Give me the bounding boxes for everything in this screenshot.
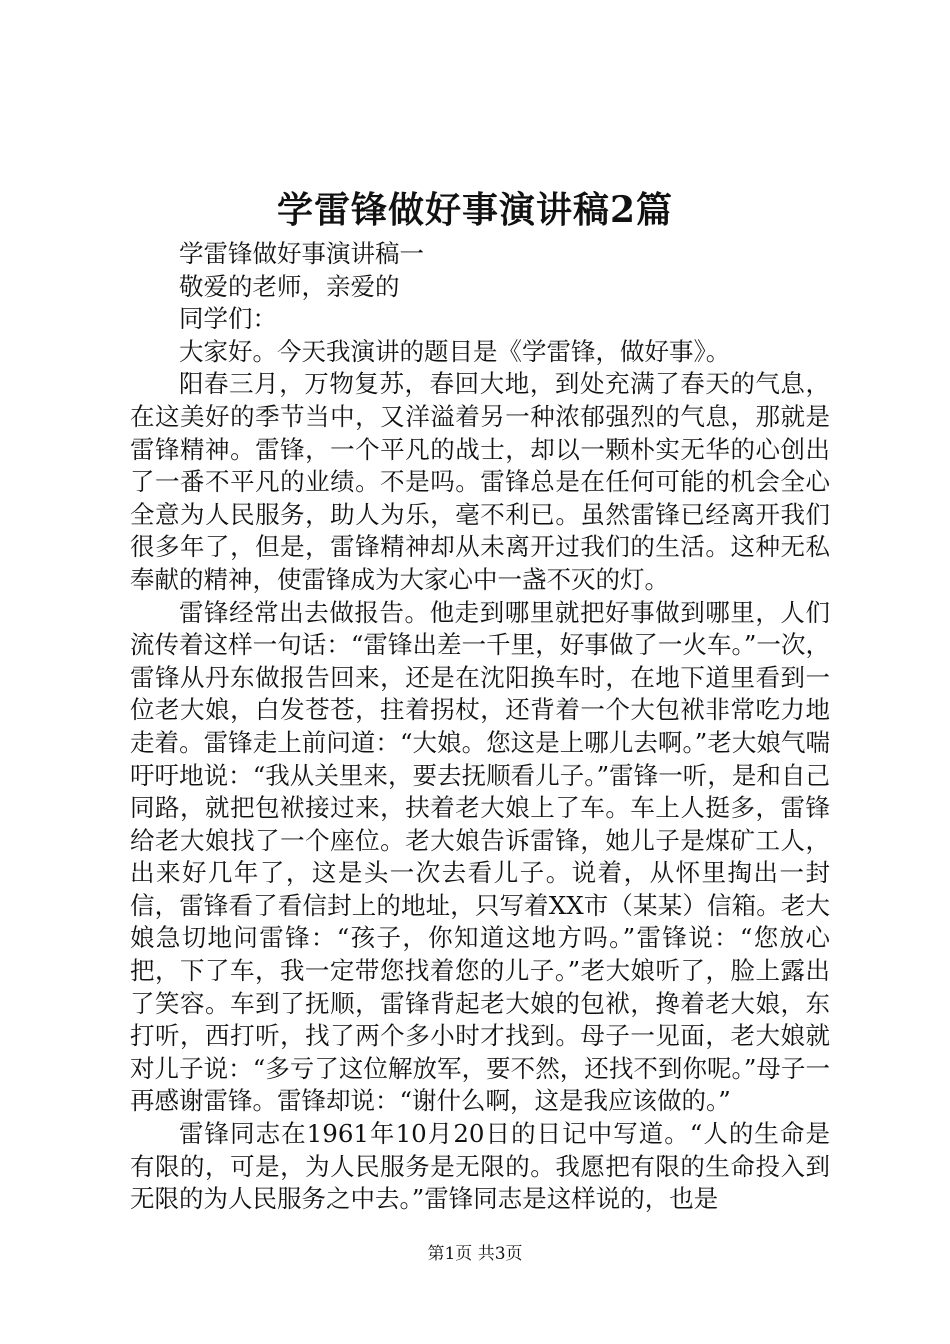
subtitle-paragraph: 学雷锋做好事演讲稿一 [179,239,424,268]
salutation-paragraph: 同学们： [179,304,277,334]
body-paragraph: 阳春三月，万物复苏，春回大地，到处充满了春天的气息，在这美好的季节当中，又洋溢着另一种浓郁强烈的气息，那就是雷锋精神。雷锋，一个平凡的战士，却以一颗朴实无华的心创出了一番不平凡的业绩。不是吗。雷锋总是在任何可能的机会全心全意为人民服务，助人为乐，毫不利已。虽然雷锋已经离开我们很多年了，但是，雷锋精神却从未离开过我们的生活。这种无私奉献的精神，使雷锋成为大家心中一盏不灭的灯。 [130,369,830,594]
salutation-paragraph: 敬爱的老师，亲爱的 [179,271,400,301]
page-footer: 第1页 共3页 [427,1244,523,1264]
body-paragraph: 雷锋经常出去做报告。他走到哪里就把好事做到哪里，人们流传着这样一句话：“雷锋出差一千里，好事做了一火车。”一次，雷锋从丹东做报告回来，还是在沈阳换车时，在地下道里看到一位老大娘，白发苍苍，拄着拐杖，还背着一个大包袱非常吃力地走着。雷锋走上前问道：“大娘。您这是上哪儿去啊。”老大娘气喘吁吁地说：“我从关里来，要去抚顺看儿子。”雷锋一听，是和自己同路，就把包袱接过来，扶着老大娘上了车。车上人挺多，雷锋给老大娘找了一个座位。老大娘告诉雷锋，她儿子是煤矿工人，出来好几年了，这是头一次去看儿子。说着，从怀里掏出一封信，雷锋看了看信封上的地址，只写着XX市（某某）信箱。老大娘急切地问雷锋：“孩子，你知道这地方吗。”雷锋说：“您放心把，下了车，我一定带您找着您的儿子。”老大娘听了，脸上露出了笑容。车到了抚顺，雷锋背起老大娘的包袱，搀着老大娘，东打听，西打听，找了两个多小时才找到。母子一见面，老大娘就对儿子说：“多亏了这位解放军，要不然，还找不到你呢。”母子一再感谢雷锋。雷锋却说：“谢什么啊，这是我应该做的。” [130,597,830,1116]
greeting-paragraph: 大家好。今天我演讲的题目是《学雷锋，做好事》。 [179,336,731,366]
document-body [130,238,830,1216]
body-paragraph: 雷锋同志在1961年10月20日的日记中写道。“人的生命是有限的，可是，为人民服务是无限的。我愿把有限的生命投入到无限的为人民服务之中去。”雷锋同志是这样说的，也是 [130,1119,830,1214]
document-title: 学雷锋做好事演讲稿2篇 [276,189,674,231]
